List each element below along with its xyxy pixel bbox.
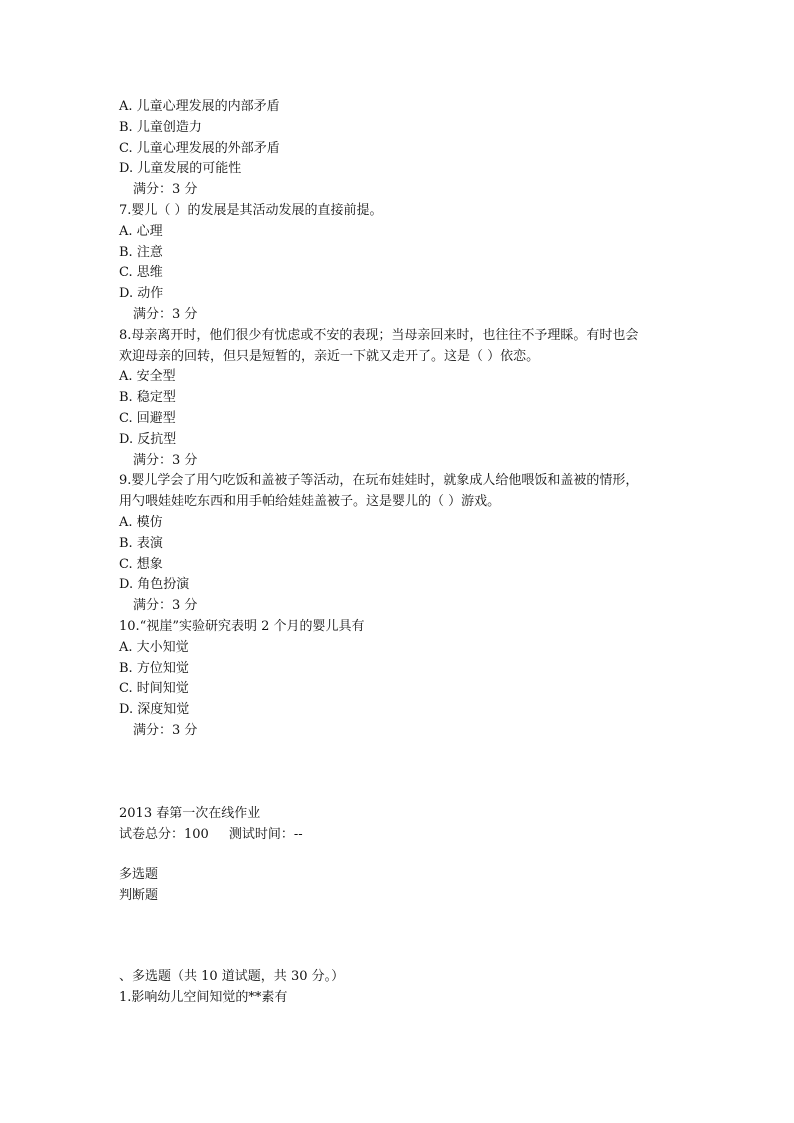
q9-option-d: D. 角色扮演 — [119, 577, 190, 593]
q6-option-d: D. 儿童发展的可能性 — [119, 161, 242, 177]
q8-option-c: C. 回避型 — [119, 410, 176, 426]
q9-stem-line1: 9.婴儿学会了用勺吃饭和盖被子等活动，在玩布娃娃时，就象成人给他喂饭和盖被的情形， — [119, 473, 639, 489]
question-1-stem: 1.影响幼儿空间知觉的**素有 — [119, 989, 288, 1005]
q6-option-a: A. 儿童心理发展的内部矛盾 — [119, 99, 280, 114]
section-link-true-false[interactable]: 判断题 — [119, 888, 159, 904]
q7-score: 满分：3 分 — [133, 306, 198, 322]
q7-option-c: C. 思维 — [119, 265, 163, 281]
q9-option-b: B. 表演 — [119, 535, 163, 551]
exam-total-score: 试卷总分：100 — [119, 826, 209, 842]
exam-test-time: 测试时间：-- — [228, 826, 303, 842]
q6-option-b: B. 儿童创造力 — [119, 119, 202, 135]
q8-option-a: A. 安全型 — [119, 369, 176, 385]
q10-option-d: D. 深度知觉 — [119, 702, 190, 718]
q10-option-c: C. 时间知觉 — [119, 681, 189, 697]
q10-option-a: A. 大小知觉 — [119, 639, 189, 655]
q8-score: 满分：3 分 — [133, 452, 198, 468]
q10-score: 满分：3 分 — [133, 722, 198, 738]
q7-stem: 7.婴儿（ ）的发展是其活动发展的直接前提。 — [119, 202, 383, 218]
exam-title: 2013 春第一次在线作业 — [119, 805, 261, 821]
q7-option-b: B. 注意 — [119, 244, 163, 260]
section-link-multiple-choice[interactable]: 多选题 — [119, 867, 159, 883]
q8-option-d: D. 反抗型 — [119, 431, 177, 447]
section-header-multiple-choice: 、多选题（共 10 道试题，共 30 分。） — [119, 968, 345, 984]
q10-stem: 10.“视崖”实验研究表明 2 个月的婴儿具有 — [119, 618, 365, 634]
q7-option-a: A. 心理 — [119, 223, 163, 239]
q7-option-d: D. 动作 — [119, 286, 164, 302]
q6-option-c: C. 儿童心理发展的外部矛盾 — [119, 140, 280, 156]
exam-meta — [119, 825, 719, 846]
q6-score: 满分：3 分 — [133, 182, 198, 198]
q10-option-b: B. 方位知觉 — [119, 660, 189, 676]
q8-stem-line1: 8.母亲离开时，他们很少有忧虑或不安的表现；当母亲回来时，也往往不予理睬。有时也会 — [119, 327, 639, 343]
q9-option-c: C. 想象 — [119, 556, 163, 572]
q8-stem-line2: 欢迎母亲的回转，但只是短暂的，亲近一下就又走开了。这是（ ）依恋。 — [119, 348, 540, 364]
q9-stem-line2: 用勺喂娃娃吃东西和用手帕给娃娃盖被子。这是婴儿的（ ）游戏。 — [119, 494, 501, 510]
document-page — [119, 97, 719, 1008]
q9-option-a: A. 模仿 — [119, 514, 163, 530]
q8-option-b: B. 稳定型 — [119, 390, 176, 406]
q9-score: 满分：3 分 — [133, 598, 198, 614]
